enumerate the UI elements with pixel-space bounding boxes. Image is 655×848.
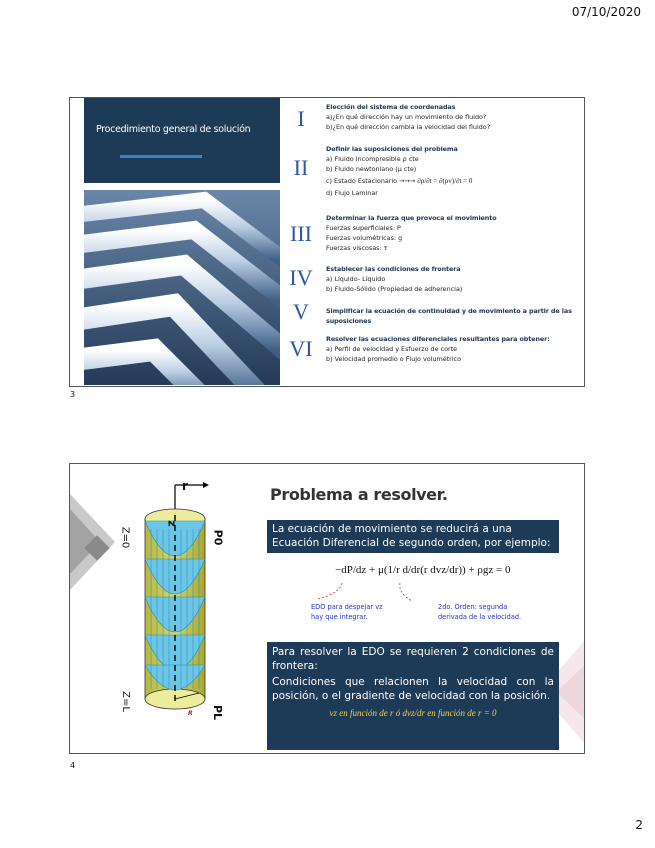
intro-box: La ecuación de movimiento se reducirá a una Ecuación Diferencial de segundo orden, por ejemplo: <box>267 520 559 553</box>
roman-numeral-1: I <box>297 106 305 131</box>
section-heading: Simplificar la ecuación de continuidad y de movimiento a partir de las suposiciones <box>326 307 572 325</box>
note-second-order: 2do. Orden: segunda derivada de la velocidad. <box>438 603 522 621</box>
pl-label: PL <box>211 704 225 721</box>
pipes-photo <box>84 190 280 385</box>
section-line: a) Fluido Incompresible ρ cte <box>326 155 419 163</box>
page-date: 07/10/2020 <box>571 5 641 19</box>
section-heading: Establecer las condiciones de frontera <box>326 265 461 273</box>
ode-equation: −dP/dz + μ(1/r d/dr(r dvz/dr)) + ρgz = 0 <box>335 564 511 576</box>
section-line: Fuerzas superficiales: P <box>326 224 401 232</box>
section-simplify <box>326 306 584 326</box>
section-assumptions <box>326 144 584 198</box>
roman-numeral-6: VI <box>289 336 313 361</box>
z-axis-label: z <box>165 520 179 527</box>
boundary-box <box>267 642 559 750</box>
section-coordinates <box>326 102 584 132</box>
roman-numeral-5: V <box>293 299 309 324</box>
slide-title: Procedimiento general de solución <box>96 124 251 135</box>
slide-number: 3 <box>70 390 76 399</box>
section-solve <box>326 334 584 364</box>
section-heading: Determinar la fuerza que provoca el movimiento <box>326 214 497 222</box>
z0-label: Z=0 <box>119 526 131 549</box>
boundary-text-1: Para resolver la EDO se requieren 2 condiciones de frontera: <box>272 646 554 672</box>
section-line: a) Perfil de velocidad y Esfuerzo de corte <box>326 345 458 353</box>
slide-procedure <box>69 97 585 387</box>
boundary-text-2: Condiciones que relacionen la velocidad con la posición, o el gradiente de velocidad con la posición. <box>272 676 554 702</box>
section-heading: Resolver las ecuaciones diferenciales resultantes para obtener: <box>326 335 550 343</box>
steady-state-equation: ∂ρ/∂t = ∂(ρv)/∂t = 0 <box>417 177 473 185</box>
cylinder-diagram <box>125 479 255 734</box>
section-line: b) Fluido-Sólido (Propiedad de adherencia) <box>326 285 463 293</box>
section-line: b)¿En qué dirección cambia la velocidad del fluido? <box>326 123 491 131</box>
section-line: b) Velocidad promedio o Flujo volumétrico <box>326 355 461 363</box>
p0-label: P0 <box>211 529 225 546</box>
section-line: Fuerzas volumétricas: g <box>326 234 403 242</box>
section-heading: Definir las suposiciones del problema <box>326 145 458 153</box>
r-axis-label: r <box>182 479 188 493</box>
section-boundary <box>326 264 584 294</box>
boundary-equation: vz en función de r ó dvz/dr en función de r = 0 <box>329 708 497 718</box>
slide-number: 4 <box>70 761 76 770</box>
section-line: a)¿En qué dirección hay un movimiento de fluido? <box>326 113 487 121</box>
section-line: d) Flujo Laminar <box>326 189 378 197</box>
roman-numeral-4: IV <box>289 265 313 290</box>
section-line: b) Fluido newtoniano (μ cte) <box>326 165 417 173</box>
radius-label: R <box>188 710 193 717</box>
slide-title-box <box>84 98 280 183</box>
note-integrate: EDO para despejar vz hay que integrar. <box>311 603 383 621</box>
section-line: c) Estado Estacionario →→→ <box>326 177 416 185</box>
roman-numeral-3: III <box>290 221 312 246</box>
zl-label: Z=L <box>119 691 131 712</box>
section-forces <box>326 213 584 253</box>
page-number: 2 <box>635 818 643 832</box>
title-underline <box>120 155 202 158</box>
problem-title: Problema a resolver. <box>270 485 448 504</box>
roman-numeral-2: II <box>293 155 309 180</box>
slide-problem <box>69 463 585 754</box>
section-heading: Elección del sistema de coordenadas <box>326 103 456 111</box>
section-line: Fuerzas viscosas: τ <box>326 244 388 252</box>
section-line: a) Líquido- Líquido <box>326 275 386 283</box>
